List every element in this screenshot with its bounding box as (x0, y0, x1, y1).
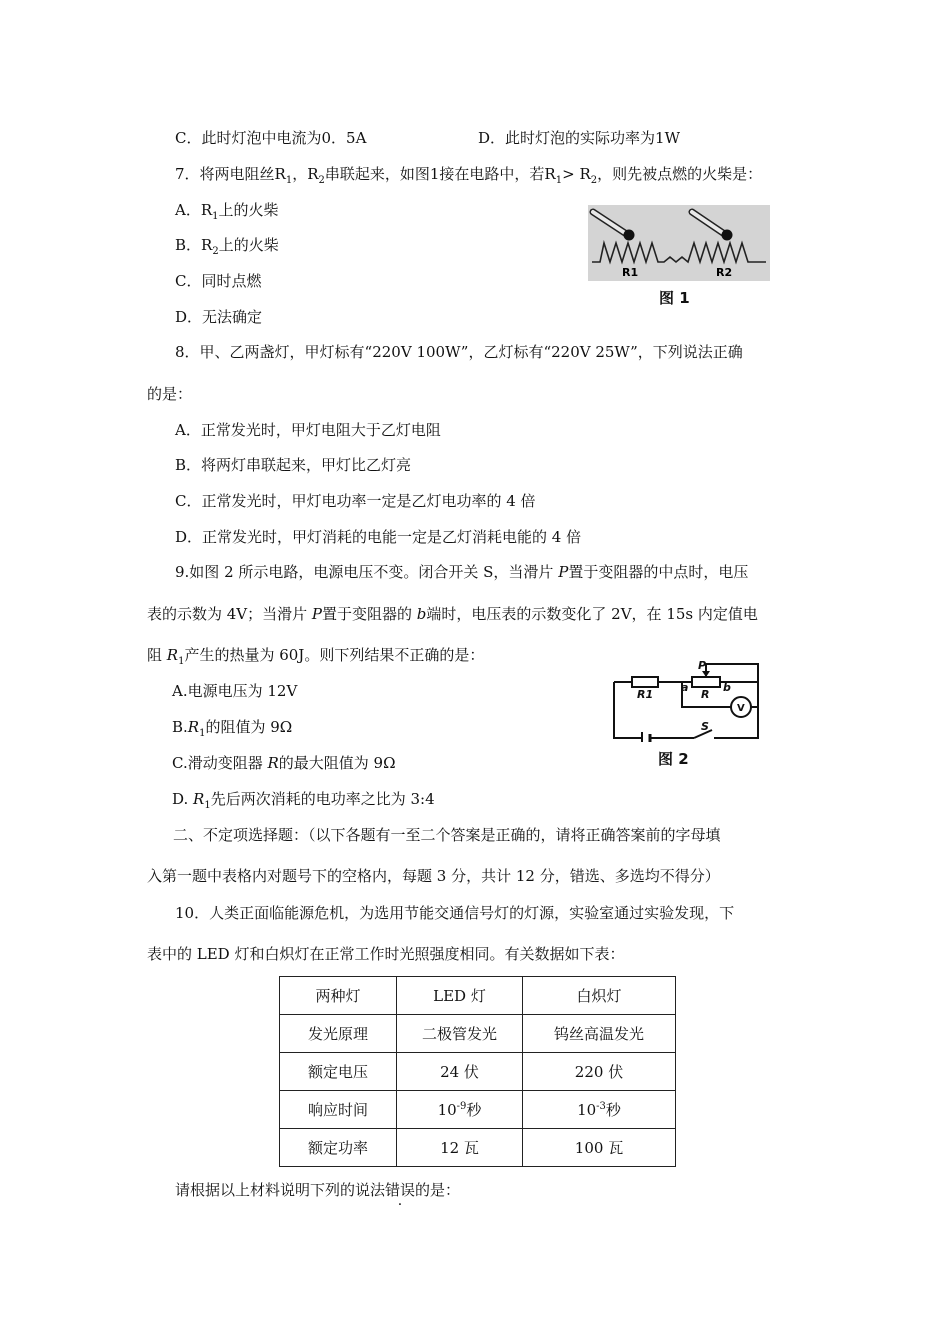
q10-stem-line1: 10．人类正面临能源危机，为选用节能交通信号灯的灯源，实验室通过实验发现，下 (175, 904, 735, 922)
table-cell: $10^{-3}$秒 (523, 1091, 676, 1129)
q10-prompt-text: 请根据以上材料说明下列的说法 (175, 1181, 386, 1199)
q8-option-d: D．正常发光时，甲灯消耗的电能一定是乙灯消耗电能的 4 倍 (175, 528, 582, 546)
table-cell: LED 灯 (397, 977, 523, 1015)
label-r: R (701, 688, 710, 701)
label-r2: R2 (716, 266, 733, 279)
table-cell: 12 瓦 (397, 1129, 523, 1167)
label-a: a (681, 681, 689, 694)
table-cell: 发光原理 (280, 1015, 397, 1053)
section2-instructions-line1: 二、不定项选择题：（以下各题有一至二个答案是正确的，请将正确答案前的字母填 (173, 826, 721, 844)
q10-prompt-emphasis: 错误 (385, 1181, 416, 1199)
q8-option-b: B．将两灯串联起来，甲灯比乙灯亮 (175, 456, 412, 474)
match-head-r1 (624, 230, 635, 241)
figure-1-matches-resistors (588, 205, 770, 281)
table-cell: 白炽灯 (523, 977, 676, 1015)
table-row (280, 1091, 676, 1129)
table-row (280, 1129, 676, 1167)
table-cell: 两种灯 (280, 977, 397, 1015)
table-row (280, 1015, 676, 1053)
rheostat-r (692, 677, 720, 687)
table-cell: 二极管发光 (397, 1015, 523, 1053)
table-cell: 24 伏 (397, 1053, 523, 1091)
q9-option-d: D. $R_1$先后两次消耗的电功率之比为 3:4 (172, 790, 435, 811)
table-cell: 220 伏 (523, 1053, 676, 1091)
table-row (280, 1053, 676, 1091)
q7-option-d: D．无法确定 (175, 308, 263, 326)
figure-2-circuit (606, 658, 762, 742)
q9-stem-line1: 9.如图 2 所示电路，电源电压不变。闭合开关 S，当滑片 P置于变阻器的中点时，电压 (175, 563, 749, 581)
lamp-comparison-table (279, 976, 676, 1167)
table-cell: 响应时间 (280, 1091, 397, 1129)
match-head-r2 (722, 230, 733, 241)
table-cell: 额定功率 (280, 1129, 397, 1167)
q7-option-a: A．$R_1$上的火柴 (175, 201, 279, 222)
q6-option-d: D．此时灯泡的实际功率为1W (478, 129, 680, 147)
q9-stem-line3: 阻 $R_1$产生的热量为 60J。则下列结果不正确的是： (147, 646, 485, 667)
figure-2-caption: 图 2 (658, 750, 689, 768)
q7-option-c: C．同时点燃 (175, 272, 262, 290)
q9-option-a: A.电源电压为 12V (172, 682, 298, 700)
q10-prompt (175, 1180, 460, 1200)
q8-stem-line2: 的是： (147, 385, 193, 403)
q8-option-a: A．正常发光时，甲灯电阻大于乙灯电阻 (175, 421, 441, 439)
label-r1: R1 (622, 266, 639, 279)
section2-instructions-line2: 入第一题中表格内对题号下的空格内，每题 3 分，共计 12 分，错选、多选均不得分） (147, 867, 720, 885)
q7-stem: 7．将两电阻丝$R_1$，$R_2$串联起来，如图1接在电路中，若$R_1> R_2$，则先被点燃的火柴是： (175, 165, 763, 186)
q8-option-c: C．正常发光时，甲灯电功率一定是乙灯电功率的 4 倍 (175, 492, 536, 510)
q10-prompt-end: 的是： (415, 1181, 461, 1199)
label-v: V (737, 703, 745, 714)
q7-option-b: B．$R_2$上的火柴 (175, 236, 279, 257)
resistor-r1 (632, 677, 658, 687)
table-cell: 100 瓦 (523, 1129, 676, 1167)
label-p: P (698, 659, 707, 672)
q9-option-c: C.滑动变阻器 R的最大阻值为 9Ω (172, 754, 396, 772)
q10-stem-line2: 表中的 LED 灯和白炽灯在正常工作时光照强度相同。有关数据如下表： (147, 945, 625, 963)
q8-stem-line1: 8．甲、乙两盏灯，甲灯标有“220V 100W”，乙灯标有“220V 25W”，下列说法正确 (175, 343, 743, 361)
figure-1-caption: 图 1 (659, 289, 690, 307)
q9-stem-line2: 表的示数为 4V；当滑片 P置于变阻器的 b端时，电压表的示数变化了 2V，在 15s 内定值电 (147, 605, 758, 623)
table-row (280, 977, 676, 1015)
label-b: b (723, 681, 731, 694)
table-cell: 额定电压 (280, 1053, 397, 1091)
table-cell: $10^{-9}$秒 (397, 1091, 523, 1129)
label-r1: R1 (637, 688, 654, 701)
q9-option-b: $B.R_1$的阻值为 9Ω (172, 718, 293, 739)
label-s: S (701, 720, 709, 733)
q6-option-c: C．此时灯泡中电流为0．5A (175, 129, 367, 147)
table-cell: 钨丝高温发光 (523, 1015, 676, 1053)
